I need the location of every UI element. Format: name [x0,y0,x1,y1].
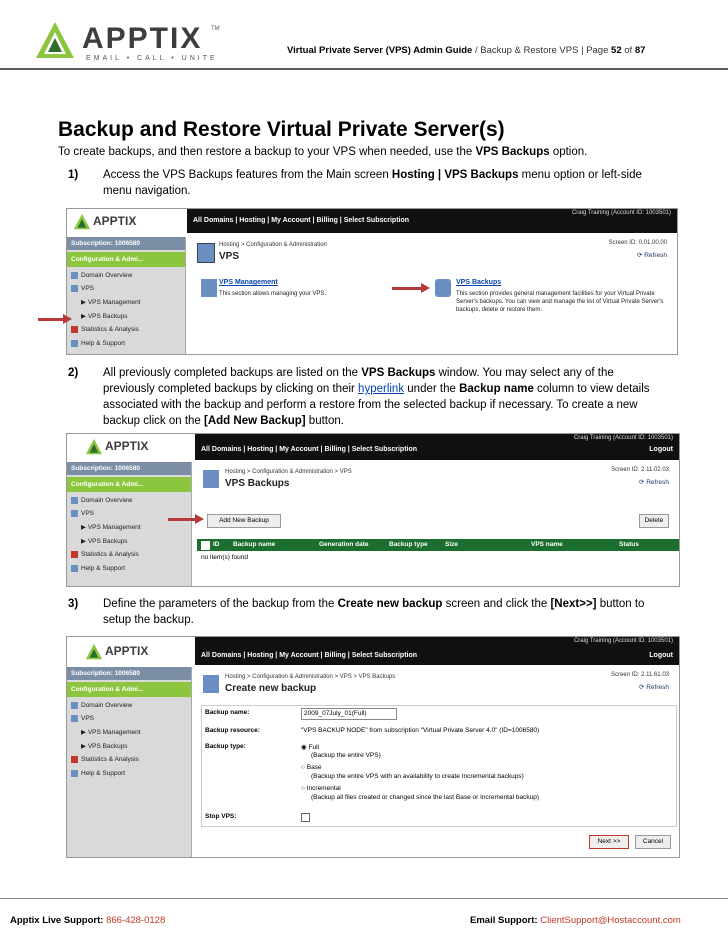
sidebar-item-domain-overview[interactable]: Domain Overview [67,269,185,282]
shot3-title: Create new backup [225,683,317,694]
sidebar-item-vps[interactable]: VPS [67,282,185,295]
radio-full-desc: (Backup the entire VPS) [311,752,381,759]
footer-live-support: Apptix Live Support: 866-428-0128 [10,915,166,926]
screenshot-vps-backups [66,433,680,587]
cancel-button[interactable]: Cancel [635,835,671,849]
main-nav-links[interactable]: All Domains | Hosting | My Account | Billing | Select Subscription [193,217,410,224]
col-status[interactable]: Status [619,541,639,548]
vps-backups-desc: This section provides general management facilities for your Virtual Private Server's backups. You can view and manage the list of Virtual Private Server's backups, delete or restore them. [456,291,664,313]
screen-id: Screen ID: 2.11.61.03 [611,672,669,678]
stop-vps-checkbox[interactable] [301,813,310,822]
apptix-logo [34,20,224,72]
domain-icon [71,702,78,709]
guide-section: / Backup & Restore VPS | Page [472,45,612,56]
help-icon [71,770,78,777]
sidebar-item-statistics[interactable]: Statistics & Analysis [67,753,191,766]
shot2-title: VPS Backups [225,478,290,489]
stop-vps-label: Stop VPS: [205,813,237,820]
vps-backups-icon [435,279,451,297]
page-total: 87 [634,45,646,56]
shot1-top-nav [187,209,677,233]
step-2-number: 2) [68,367,79,379]
screen-id: Screen ID: 0.01.00.00 [608,240,667,246]
vps-icon [71,285,78,292]
main-nav-links[interactable]: All Domains | Hosting | My Account | Billing | Select Subscription [201,652,418,659]
vps-management-link[interactable]: VPS Management [219,279,278,286]
subscription-label: Subscription: 1006580 [67,237,185,250]
vps-backups-link[interactable]: VPS Backups [456,279,502,286]
shot1-logo-word: APPTIX [93,214,137,228]
shot3-logo-word: APPTIX [105,644,149,658]
help-icon [71,565,78,572]
config-admin-item[interactable]: Configuration & Admi... [67,477,191,492]
apptix-a-logo-icon [85,438,103,456]
domain-icon [71,497,78,504]
step-1-text: Access the VPS Backups features from the Main screen Hosting | VPS Backups menu option or left-side menu navigation. [103,169,642,197]
shot1-logo [67,209,195,237]
step-2 [68,365,708,429]
screenshot-vps-menu [66,208,678,355]
radio-incremental-desc: (Backup all files created or changed since the last Base or Incremental backup) [311,794,539,801]
sidebar-item-domain-overview[interactable]: Domain Overview [67,699,191,712]
backup-resource-label: Backup resource: [205,727,260,734]
sidebar-item-help[interactable]: Help & Support [67,337,185,350]
vps-management-icon [201,279,217,297]
sidebar-item-domain-overview[interactable]: Domain Overview [67,494,191,507]
step-3 [68,596,708,630]
step-2-text: All previously completed backups are listed on the VPS Backups window. You may select any of the previously completed backups by clicking on their hyperlink under the Backup name column to view details associated with the backup and perform a restore from the selected backup if necessary. To create a new backup click on the [Add New Backup] button. [103,367,650,427]
sidebar-item-vps-backups[interactable]: ▶ VPS Backups [81,538,128,546]
page-number: 52 [611,45,622,56]
empty-table-message: no item(s) found [201,554,248,561]
guide-title: Virtual Private Server (VPS) Admin Guide [287,45,473,56]
vps-icon [71,510,78,517]
page-title: Backup and Restore Virtual Private Server(s) [58,118,505,141]
shot2-top-nav [195,434,679,460]
shot2-main-pane [197,462,679,586]
logo-tagline: EMAIL • CALL • UNITE [86,55,218,62]
pointer-arrow-icon [38,318,64,321]
account-label: Craig Training (Account ID: 1003501) [571,210,671,216]
header-guide-title [287,45,645,56]
shot3-logo [67,637,195,667]
radio-base[interactable]: ○ Base [301,764,322,771]
col-size[interactable]: Size [445,541,459,548]
backup-type-label: Backup type: [205,743,246,750]
radio-incremental[interactable]: ○ Incremental [301,785,341,792]
sidebar-item-vps-management[interactable]: ▶ VPS Management [81,299,141,307]
vps-backups-icon [203,675,219,693]
footer-email-support: Email Support: ClientSupport@Hostaccount.com [470,915,681,926]
logo-word: APPTIX [82,22,203,55]
vps-management-desc: This section allows managing your VPS. [219,291,327,297]
shot2-logo-word: APPTIX [105,439,149,453]
radio-full[interactable]: ◉ Full [301,744,319,751]
sidebar-item-statistics[interactable]: Statistics & Analysis [67,323,185,336]
statistics-icon [71,551,78,558]
col-backup-name[interactable]: Backup name [233,541,276,548]
sidebar-item-vps[interactable]: VPS [67,507,191,520]
apptix-a-logo-icon [85,643,103,661]
refresh-link[interactable]: ⟳ Refresh [636,252,667,259]
breadcrumb[interactable]: Hosting > Configuration & Administration > VPS > VPS Backups [225,674,396,680]
breadcrumb[interactable]: Hosting > Configuration & Administration [219,242,327,248]
pointer-arrow-icon [168,518,196,521]
hyperlink-word[interactable]: hyperlink [358,383,405,395]
step-3-text: Define the parameters of the backup from the Create new backup screen and click the [Next>>] button to setup the backup. [103,598,645,626]
pointer-arrow-icon [392,287,422,290]
logout-link[interactable]: Logout [649,446,673,453]
vps-icon [71,715,78,722]
add-new-backup-button[interactable]: Add New Backup [207,514,281,528]
sidebar-item-help[interactable]: Help & Support [67,562,191,575]
breadcrumb[interactable]: Hosting > Configuration & Administration > VPS [225,469,352,475]
sidebar-item-vps[interactable]: VPS [67,712,191,725]
next-button[interactable]: Next >> [589,835,629,849]
shot1-sidebar [67,237,186,354]
refresh-link[interactable]: ⟳ Refresh [638,684,669,691]
backup-name-label: Backup name: [205,709,250,716]
col-vps-name[interactable]: VPS name [531,541,563,548]
header-rule [0,68,728,70]
page-of: of [621,45,635,56]
shot2-logo [67,434,195,462]
refresh-link[interactable]: ⟳ Refresh [638,479,669,486]
statistics-icon [71,326,78,333]
radio-base-desc: (Backup the entire VPS with an availability to create Incremental backups) [311,773,524,780]
create-backup-form [201,705,677,827]
select-all-checkbox[interactable] [201,541,210,550]
statistics-icon [71,756,78,763]
account-label: Craig Training (Account ID: 1003501) [573,638,673,644]
intro-text: To create backups, and then restore a backup to your VPS when needed, use the VPS Backups option. [58,146,588,158]
sidebar-item-vps-management[interactable]: ▶ VPS Management [81,524,141,532]
sidebar-item-vps-backups[interactable]: ▶ VPS Backups [81,743,128,751]
sidebar-item-statistics[interactable]: Statistics & Analysis [67,548,191,561]
logout-link[interactable]: Logout [649,652,673,659]
screenshot-create-backup [66,636,680,858]
account-label: Craig Training (Account ID: 1003501) [573,435,673,441]
footer-rule [0,898,728,899]
logo-trademark: TM [211,26,220,32]
subscription-label: Subscription: 1006580 [67,667,191,680]
sidebar-item-vps-backups[interactable]: ▶ VPS Backups [81,313,128,321]
shot3-top-nav [195,637,679,665]
delete-button[interactable]: Delete [639,514,669,528]
backups-table-header [197,539,679,551]
col-id[interactable]: ID [213,541,220,548]
col-backup-type[interactable]: Backup type [389,541,428,548]
apptix-a-logo-icon [73,213,91,231]
shot1-title: VPS [219,251,240,262]
config-admin-item[interactable]: Configuration & Admi... [67,682,191,697]
step-1 [68,167,708,201]
subscription-label: Subscription: 1006580 [67,462,191,475]
step-3-number: 3) [68,598,79,610]
main-nav-links[interactable]: All Domains | Hosting | My Account | Billing | Select Subscription [201,446,418,453]
col-generation-date[interactable]: Generation date [319,541,369,548]
vps-backups-icon [203,470,219,488]
shot2-sidebar [67,462,192,586]
help-icon [71,340,78,347]
screen-id: Screen ID: 2.11.02.03 [611,467,669,473]
support-email[interactable]: ClientSupport@Hostaccount.com [540,915,681,926]
apptix-a-logo-icon [34,20,76,62]
config-admin-item[interactable]: Configuration & Admi... [67,252,185,267]
sidebar-item-vps-management[interactable]: ▶ VPS Management [81,729,141,737]
sidebar-item-help[interactable]: Help & Support [67,767,191,780]
shot1-main-pane [191,237,677,354]
step-1-number: 1) [68,169,79,181]
backup-name-input[interactable]: 2009_07July_01(Full) [301,708,397,720]
domain-icon [71,272,78,279]
shot3-main-pane [197,667,679,857]
support-phone: 866-428-0128 [106,915,166,926]
shot3-sidebar [67,667,192,857]
vps-icon [197,243,215,263]
backup-resource-value: "VPS BACKUP NODE" from subscription "Virtual Private Server 4.0" (ID=1006580) [301,727,540,734]
